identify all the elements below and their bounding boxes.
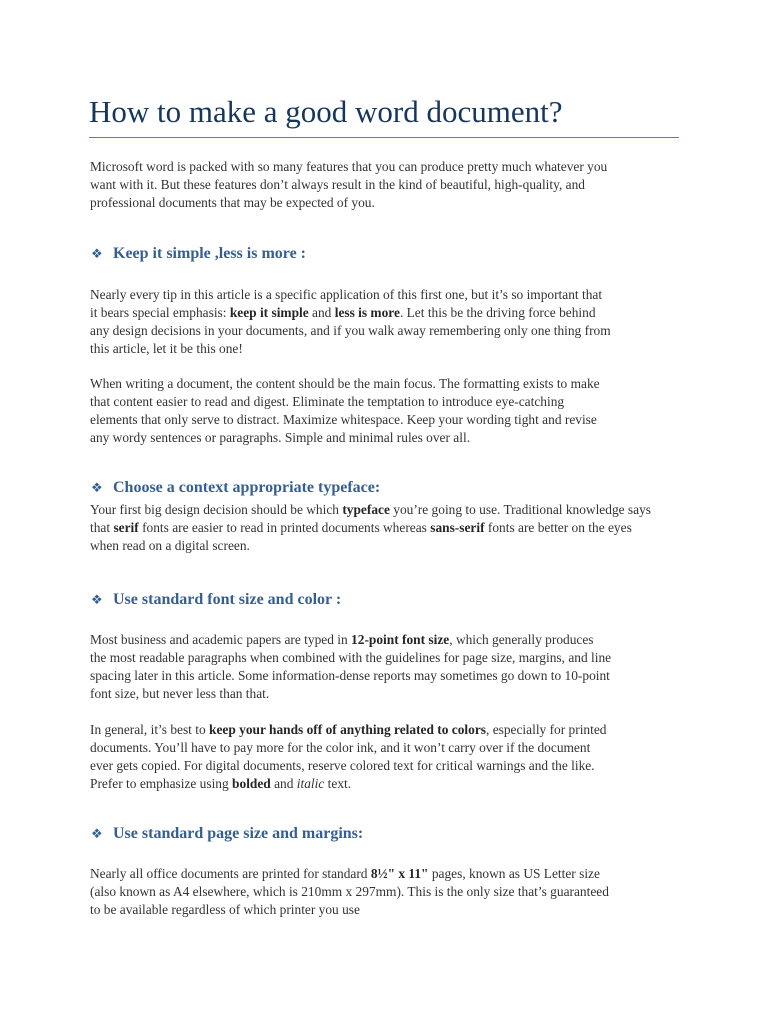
section-heading-text: Use standard page size and margins: [113,825,364,842]
paragraph-page-size [90,865,680,919]
paragraph-line: when read on a digital screen. [90,538,250,553]
paragraph-line: documents. You’ll have to pay more for the color ink, and it won’t carry over if the document [90,740,591,755]
section-heading-text: Choose a context appropriate typeface: [113,479,381,496]
paragraph-line: Nearly all office documents are printed for standard 8½" x 11" pages, known as US Letter size [90,866,600,881]
document-title: How to make a good word document? [89,94,563,129]
diamond-bullet-icon: ❖ [91,826,103,841]
bold-page-dimensions: 8½" x 11" [370,866,429,881]
diamond-bullet-icon: ❖ [91,592,103,607]
diamond-bullet-icon: ❖ [91,246,103,261]
paragraph-line: When writing a document, the content should be the main focus. The formatting exists to make [90,376,600,391]
paragraph-line: any wordy sentences or paragraphs. Simple and minimal rules over all. [90,430,471,445]
paragraph-line: elements that only serve to distract. Maximize whitespace. Keep your wording tight and revise [90,412,597,427]
paragraph-keep-it-simple-2 [90,375,680,447]
bold-typeface: typeface [342,502,390,517]
paragraph-line: Most business and academic papers are typed in 12-point font size, which generally produces [90,632,594,647]
paragraph-line: Your first big design decision should be which typeface you’re going to use. Traditional knowledge says [90,502,651,517]
paragraph-line: the most readable paragraphs when combined with the guidelines for page size, margins, and line [90,650,612,665]
paragraph-line: (also known as A4 elsewhere, which is 210mm x 297mm). This is the only size that’s guaranteed [90,884,609,899]
paragraph-line: it bears special emphasis: keep it simple and less is more. Let this be the driving force behind [90,305,596,320]
paragraph-line: any design decisions in your documents, and if you walk away remembering only one thing from [90,323,611,338]
paragraph-line: spacing later in this article. Some information-dense reports may sometimes go down to 10-point [90,668,610,683]
paragraph-line: font size, but never less than that. [90,686,270,701]
intro-line: want with it. But these features don’t always result in the kind of beautiful, high-quality, and [90,177,585,192]
bold-bolded: bolded [232,776,271,791]
intro-paragraph [90,158,680,212]
section-heading-text: Use standard font size and color : [113,591,342,608]
section-heading-keep-it-simple [91,243,306,265]
section-heading-page-size [91,823,363,845]
paragraph-line: this article, let it be this one! [90,341,243,356]
section-heading-text: Keep it simple ,less is more : [113,245,307,262]
section-heading-typeface [91,477,380,499]
paragraph-font-size [90,631,680,703]
bold-sans-serif: sans-serif [430,520,485,535]
bold-serif: serif [113,520,139,535]
paragraph-line: that content easier to read and digest. Eliminate the temptation to introduce eye-catching [90,394,565,409]
italic-italic: italic [296,776,325,791]
paragraph-line: that serif fonts are easier to read in printed documents whereas sans-serif fonts are better on the eyes [90,520,632,535]
paragraph-keep-it-simple-1 [90,286,680,358]
bold-less-is-more: less is more [334,305,400,320]
title-underline [89,137,679,138]
paragraph-typeface [90,501,680,555]
bold-12-point: 12-point font size [351,632,450,647]
paragraph-color [90,721,680,793]
intro-line: Microsoft word is packed with so many features that you can produce pretty much whatever you [90,159,608,174]
bold-keep-it-simple: keep it simple [229,305,309,320]
paragraph-line: to be available regardless of which printer you use [90,902,360,917]
paragraph-line: Nearly every tip in this article is a specific application of this first one, but it’s so important that [90,287,603,302]
bold-colors: keep your hands off of anything related to colors [209,722,486,737]
diamond-bullet-icon: ❖ [91,480,103,495]
paragraph-line: Prefer to emphasize using bolded and italic text. [90,776,352,791]
paragraph-line: In general, it’s best to keep your hands off of anything related to colors, especially for printed [90,722,607,737]
paragraph-line: ever gets copied. For digital documents, reserve colored text for critical warnings and the like. [90,758,595,773]
section-heading-font-size-color [91,589,341,611]
intro-line: professional documents that may be expected of you. [90,195,375,210]
